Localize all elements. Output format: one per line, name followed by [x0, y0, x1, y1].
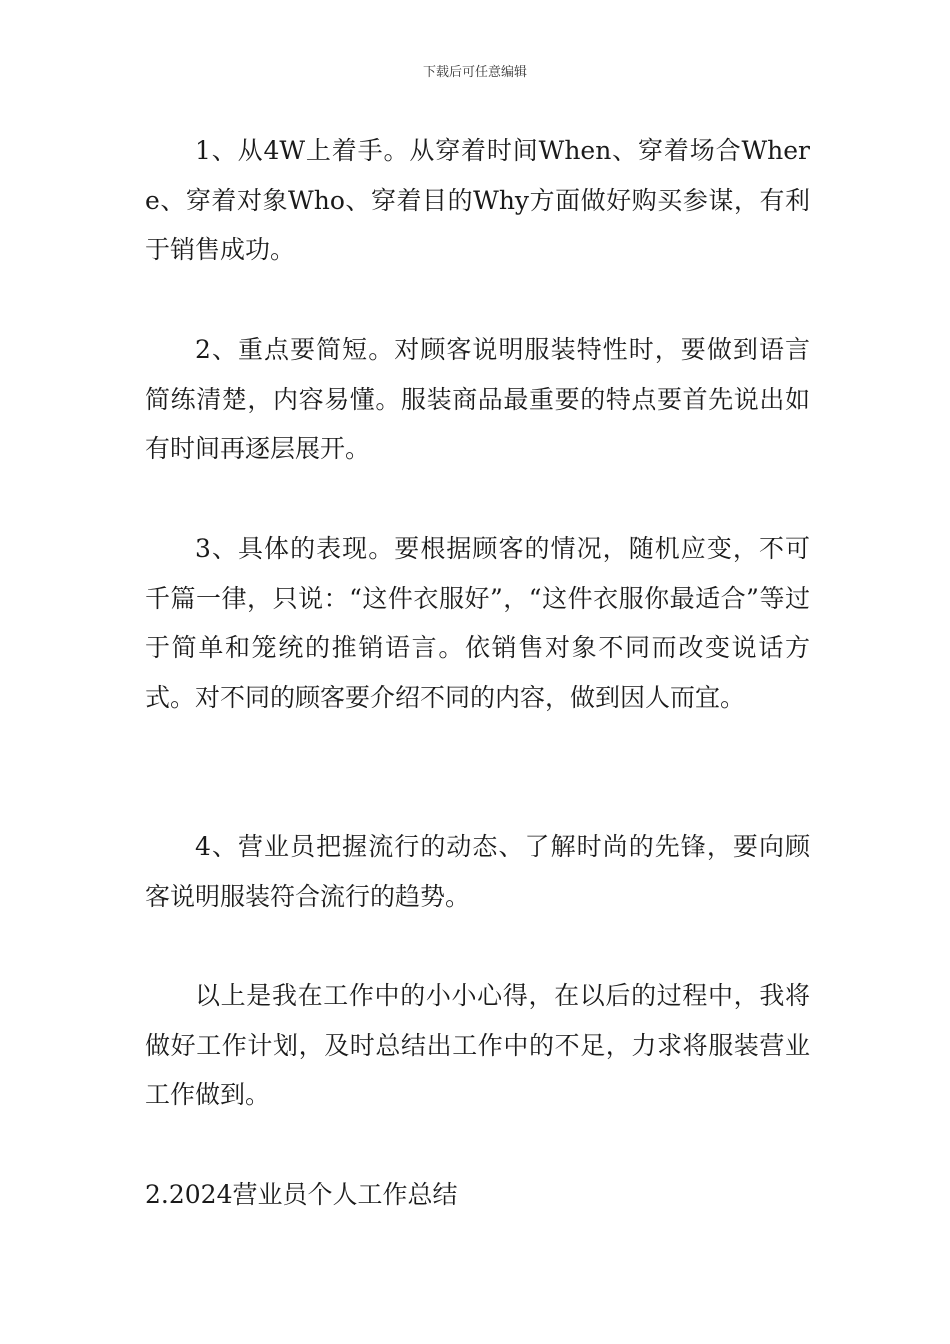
paragraph-1: 1、从4W上着手。从穿着时间When、穿着场合Where、穿着对象Who、穿着目的Why方面做好购买参谋，有利于销售成功。: [145, 136, 810, 264]
paragraph-3: 3、具体的表现。要根据顾客的情况，随机应变，不可千篇一律，只说：“这件衣服好”，“这件衣服你最适合”等过于简单和笼统的推销语言。依销售对象不同而改变说话方式。对不同的顾客要介绍不同的内容，做到因人而宜。: [145, 534, 810, 712]
section-heading: 2.2024营业员个人工作总结: [145, 1180, 458, 1209]
page-header: 下载后可任意编辑: [422, 65, 527, 80]
paragraph-2: 2、重点要简短。对顾客说明服装特性时，要做到语言简练清楚，内容易懂。服装商品最重要的特点要首先说出如有时间再逐层展开。: [145, 335, 810, 463]
paragraph-5: 以上是我在工作中的小小心得，在以后的过程中，我将做好工作计划，及时总结出工作中的不足，力求将服装营业工作做到。: [145, 981, 810, 1109]
paragraph-4: 4、营业员把握流行的动态、了解时尚的先锋，要向顾客说明服装符合流行的趋势。: [145, 832, 810, 911]
